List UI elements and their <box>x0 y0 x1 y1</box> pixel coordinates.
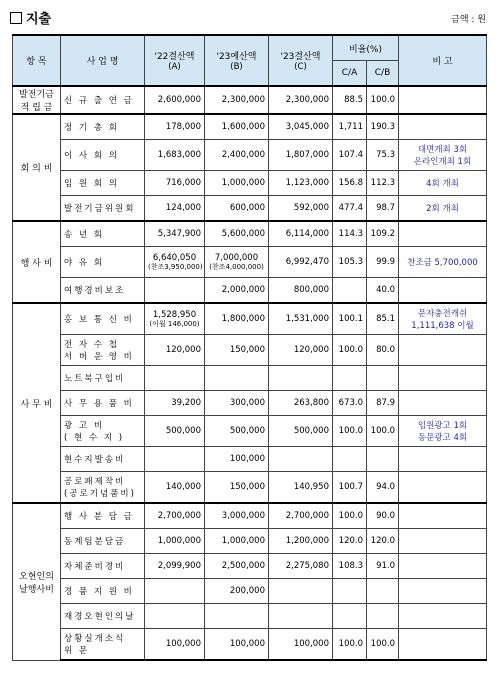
ratio-cb-cell: 85.1 <box>367 303 399 335</box>
ratio-ca-cell: 107.4 <box>333 140 367 171</box>
table-row <box>13 335 487 366</box>
settlement-22-cell <box>145 579 205 604</box>
budget-23-cell: 1,000,000 <box>205 171 269 196</box>
ratio-cb-cell: 80.0 <box>367 335 399 366</box>
budget-23-cell: 1,600,000 <box>205 114 269 140</box>
note-cell <box>399 278 487 304</box>
budget-23-cell: 1,800,000 <box>205 303 269 335</box>
settlement-23-cell: 6,992,470 <box>269 247 333 278</box>
budget-23-cell: 150,000 <box>205 472 269 504</box>
project-name-cell: 발전기금위원회 <box>61 196 145 222</box>
ratio-cb-cell: 112.3 <box>367 171 399 196</box>
ratio-cb-cell: 40.0 <box>367 278 399 304</box>
project-name-cell: 동계팀분담금 <box>61 529 145 554</box>
ratio-ca-cell <box>333 278 367 304</box>
settlement-23-cell: 500,000 <box>269 416 333 447</box>
settlement-23-cell: 1,200,000 <box>269 529 333 554</box>
note-cell: 문자충전캐쉬 1,111,638 이월 <box>399 303 487 335</box>
settlement-22-cell: 2,600,000 <box>145 86 205 114</box>
ratio-cb-cell: 99.9 <box>367 247 399 278</box>
note-cell <box>399 554 487 579</box>
note-cell <box>399 221 487 247</box>
settlement-23-cell: 140,950 <box>269 472 333 504</box>
ratio-cb-cell: 100.0 <box>367 86 399 114</box>
settlement-22-cell: 6,640,050 (찬조3,950,000) <box>145 247 205 278</box>
ratio-ca-cell: 100.0 <box>333 335 367 366</box>
settlement-23-cell: 2,275,080 <box>269 554 333 579</box>
ratio-ca-cell: 1,711 <box>333 114 367 140</box>
project-name-cell: 홍 보 통 신 비 <box>61 303 145 335</box>
table-row <box>13 447 487 472</box>
ratio-cb-cell: 98.7 <box>367 196 399 222</box>
settlement-23-cell: 263,800 <box>269 391 333 416</box>
budget-23-cell: 1,000,000 <box>205 529 269 554</box>
settlement-22-cell: 716,000 <box>145 171 205 196</box>
header-item: 항 목 <box>13 35 61 86</box>
header-23-budget: '23예산액 (B) <box>205 35 269 86</box>
note-cell: 4회 개최 <box>399 171 487 196</box>
project-name-cell: 공로패제작비 (공로기념품비) <box>61 472 145 504</box>
table-row <box>13 529 487 554</box>
table-row <box>13 221 487 247</box>
settlement-22-cell: 2,700,000 <box>145 503 205 529</box>
table-row <box>13 503 487 529</box>
budget-23-cell: 2,000,000 <box>205 278 269 304</box>
project-name-cell: 이 사 회 의 <box>61 140 145 171</box>
project-name-cell: 신 규 출 연 금 <box>61 86 145 114</box>
table-row <box>13 171 487 196</box>
project-name-cell: 여행경비보조 <box>61 278 145 304</box>
ratio-ca-cell: 100.0 <box>333 416 367 447</box>
unit-label: 금액 : 원 <box>451 15 486 25</box>
project-name-cell: 현수지발송비 <box>61 447 145 472</box>
ratio-ca-cell: 673.0 <box>333 391 367 416</box>
settlement-23-cell: 3,045,000 <box>269 114 333 140</box>
note-cell <box>399 629 487 661</box>
ratio-cb-cell <box>367 447 399 472</box>
table-row <box>13 416 487 447</box>
note-cell <box>399 529 487 554</box>
ratio-ca-cell: 100.7 <box>333 472 367 504</box>
ratio-ca-cell: 100.0 <box>333 503 367 529</box>
settlement-22-cell: 178,000 <box>145 114 205 140</box>
ratio-ca-cell: 477.4 <box>333 196 367 222</box>
budget-23-cell: 7,000,000 (찬조4,000,000) <box>205 247 269 278</box>
ratio-ca-cell <box>333 579 367 604</box>
category-cell: 발전기금 적 립 금 <box>13 86 61 114</box>
settlement-22-cell <box>145 604 205 629</box>
ratio-ca-cell: 156.8 <box>333 171 367 196</box>
section-title: 지출 <box>26 12 52 27</box>
table-row <box>13 140 487 171</box>
ratio-ca-cell: 105.3 <box>333 247 367 278</box>
ratio-ca-cell: 88.5 <box>333 86 367 114</box>
settlement-22-cell: 124,000 <box>145 196 205 222</box>
project-name-cell: 광 고 비 ( 현 수 지 ) <box>61 416 145 447</box>
ratio-ca-cell: 114.3 <box>333 221 367 247</box>
settlement-23-cell <box>269 604 333 629</box>
settlement-23-cell: 1,807,000 <box>269 140 333 171</box>
settlement-22-cell: 2,099,900 <box>145 554 205 579</box>
ratio-ca-cell: 100.1 <box>333 303 367 335</box>
ratio-cb-cell: 91.0 <box>367 554 399 579</box>
table-row <box>13 247 487 278</box>
budget-23-cell: 600,000 <box>205 196 269 222</box>
settlement-23-cell <box>269 579 333 604</box>
table-row <box>13 629 487 661</box>
settlement-23-cell: 120,000 <box>269 335 333 366</box>
note-cell <box>399 86 487 114</box>
header-ca: C/A <box>333 61 367 87</box>
note-cell <box>399 472 487 504</box>
settlement-23-cell: 1,531,000 <box>269 303 333 335</box>
note-cell: 대면개최 3회 온라인개최 1회 <box>399 140 487 171</box>
category-cell: 행 사 비 <box>13 221 61 303</box>
project-name-cell: 사 무 용 품 비 <box>61 391 145 416</box>
budget-23-cell: 2,400,000 <box>205 140 269 171</box>
budget-23-cell <box>205 366 269 391</box>
budget-23-cell <box>205 604 269 629</box>
settlement-23-cell: 100,000 <box>269 629 333 661</box>
settlement-22-cell <box>145 278 205 304</box>
note-cell: 찬조금 5,700,000 <box>399 247 487 278</box>
table-row <box>13 554 487 579</box>
note-cell <box>399 335 487 366</box>
settlement-22-cell: 1,000,000 <box>145 529 205 554</box>
header-cb: C/B <box>367 61 399 87</box>
settlement-22-cell: 1,528,950 (이월 146,000) <box>145 303 205 335</box>
settlement-22-cell: 5,347,900 <box>145 221 205 247</box>
ratio-cb-cell: 100.0 <box>367 629 399 661</box>
settlement-23-cell: 800,000 <box>269 278 333 304</box>
note-cell <box>399 366 487 391</box>
table-row <box>13 303 487 335</box>
note-cell <box>399 604 487 629</box>
settlement-22-cell: 120,000 <box>145 335 205 366</box>
note-cell <box>399 503 487 529</box>
budget-23-cell: 500,000 <box>205 416 269 447</box>
budget-23-cell: 100,000 <box>205 629 269 661</box>
table-row <box>13 278 487 304</box>
ratio-cb-cell: 109.2 <box>367 221 399 247</box>
settlement-23-cell: 592,000 <box>269 196 333 222</box>
project-name-cell: 노트북구입비 <box>61 366 145 391</box>
note-cell <box>399 391 487 416</box>
budget-23-cell: 2,500,000 <box>205 554 269 579</box>
header-22-settlement: '22결산액 (A) <box>145 35 205 86</box>
settlement-22-cell: 500,000 <box>145 416 205 447</box>
note-cell: 임원광고 1회 동문광고 4회 <box>399 416 487 447</box>
settlement-23-cell: 2,700,000 <box>269 503 333 529</box>
project-name-cell: 정 기 총 회 <box>61 114 145 140</box>
project-name-cell: 야 유 회 <box>61 247 145 278</box>
table-row <box>13 114 487 140</box>
settlement-23-cell: 1,123,000 <box>269 171 333 196</box>
expense-table <box>12 34 487 661</box>
settlement-22-cell <box>145 447 205 472</box>
settlement-23-cell: 6,114,000 <box>269 221 333 247</box>
project-name-cell: 상황실개소식 위 문 <box>61 629 145 661</box>
table-row <box>13 366 487 391</box>
settlement-23-cell <box>269 447 333 472</box>
table-row <box>13 196 487 222</box>
ratio-ca-cell: 108.3 <box>333 554 367 579</box>
project-name-cell: 행 사 분 담 금 <box>61 503 145 529</box>
table-row <box>13 472 487 504</box>
settlement-22-cell: 1,683,000 <box>145 140 205 171</box>
project-name-cell: 경 품 지 원 비 <box>61 579 145 604</box>
ratio-cb-cell: 120.0 <box>367 529 399 554</box>
settlement-22-cell: 140,000 <box>145 472 205 504</box>
project-name-cell: 임 원 회 의 <box>61 171 145 196</box>
table-row <box>13 86 487 114</box>
table-row <box>13 391 487 416</box>
ratio-cb-cell: 90.0 <box>367 503 399 529</box>
checkbox-square-icon <box>10 12 22 24</box>
settlement-23-cell <box>269 366 333 391</box>
budget-23-cell: 2,300,000 <box>205 86 269 114</box>
project-name-cell: 송 년 회 <box>61 221 145 247</box>
settlement-22-cell <box>145 366 205 391</box>
settlement-22-cell: 39,200 <box>145 391 205 416</box>
table-row <box>13 604 487 629</box>
settlement-23-cell: 2,300,000 <box>269 86 333 114</box>
table-body <box>13 86 487 660</box>
budget-23-cell: 5,600,000 <box>205 221 269 247</box>
ratio-cb-cell <box>367 579 399 604</box>
header-23-settlement: '23결산액 (C) <box>269 35 333 86</box>
header-ratio: 비율(%) <box>333 35 399 61</box>
note-cell <box>399 114 487 140</box>
header-note: 비 고 <box>399 35 487 86</box>
ratio-ca-cell: 100.0 <box>333 629 367 661</box>
project-name-cell: 자체준비경비 <box>61 554 145 579</box>
note-cell <box>399 579 487 604</box>
budget-23-cell: 100,000 <box>205 447 269 472</box>
table-row <box>13 579 487 604</box>
category-cell: 사 무 비 <box>13 303 61 503</box>
category-cell: 오현인의 날행사비 <box>13 503 61 660</box>
ratio-cb-cell <box>367 366 399 391</box>
settlement-22-cell: 100,000 <box>145 629 205 661</box>
ratio-ca-cell: 120.0 <box>333 529 367 554</box>
ratio-ca-cell <box>333 366 367 391</box>
budget-23-cell: 3,000,000 <box>205 503 269 529</box>
ratio-cb-cell: 75.3 <box>367 140 399 171</box>
note-cell: 2회 개최 <box>399 196 487 222</box>
ratio-ca-cell <box>333 447 367 472</box>
section-header <box>10 8 51 27</box>
budget-23-cell: 200,000 <box>205 579 269 604</box>
ratio-cb-cell: 100.0 <box>367 416 399 447</box>
category-cell: 회 의 비 <box>13 114 61 221</box>
ratio-cb-cell: 94.0 <box>367 472 399 504</box>
note-cell <box>399 447 487 472</box>
ratio-cb-cell: 190.3 <box>367 114 399 140</box>
ratio-cb-cell <box>367 604 399 629</box>
project-name-cell: 전 자 수 첩 서 버 운 영 비 <box>61 335 145 366</box>
budget-23-cell: 300,000 <box>205 391 269 416</box>
budget-23-cell: 150,000 <box>205 335 269 366</box>
ratio-cb-cell: 87.9 <box>367 391 399 416</box>
project-name-cell: 재경오현인의날 <box>61 604 145 629</box>
header-project: 사 업 명 <box>61 35 145 86</box>
ratio-ca-cell <box>333 604 367 629</box>
